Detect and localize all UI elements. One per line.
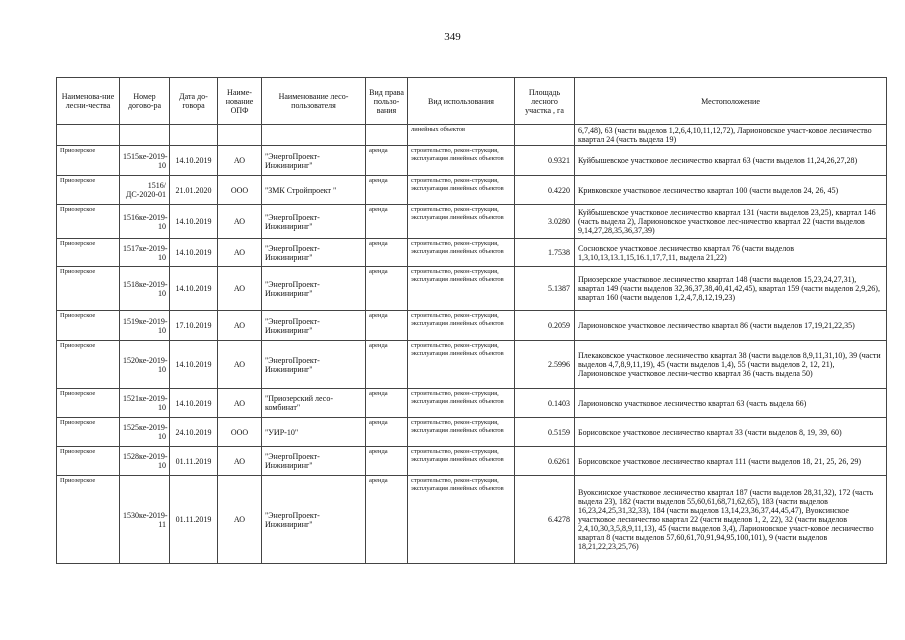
table-row <box>57 341 887 389</box>
header-use: Вид использования <box>408 78 515 125</box>
cell-opf: АО <box>218 205 262 239</box>
cell-opf: АО <box>218 267 262 311</box>
cell-location: Кривковское участковое лесничество квартал 100 (части выделов 24, 26, 45) <box>575 176 887 205</box>
cell-contract-number: 1525ке-2019-10 <box>120 418 170 447</box>
header-contract-date: Дата до-говора <box>170 78 218 125</box>
cell-use: строительство, рекон-струкция, эксплуатация линейных объектов <box>408 311 515 341</box>
cell-contract-date: 14.10.2019 <box>170 205 218 239</box>
cell-area: 5.1387 <box>515 267 575 311</box>
cell-location: Сосновское участковое лесничество квартал 76 (части выделов 1,3,10,13,13.1,15,16.1,17,7,11, выдела 21,22) <box>575 239 887 267</box>
cell-right: аренда <box>366 267 408 311</box>
cell-right: аренда <box>366 476 408 564</box>
cell-opf: АО <box>218 239 262 267</box>
cell-forestry: Приозерское <box>57 476 120 564</box>
continuation-location: 6,7,48), 63 (части выделов 1,2,6,4,10,11,12,72), Ларионовское участ-ковое лесничество квартал 24 (часть выдела 19) <box>575 125 887 146</box>
cell-location: Борисовское участковое лесничество квартал 33 (части выделов 8, 19, 39, 60) <box>575 418 887 447</box>
cell-use: строительство, рекон-струкция, эксплуатация линейных объектов <box>408 239 515 267</box>
cell-contract-date: 14.10.2019 <box>170 389 218 418</box>
table-row <box>57 239 887 267</box>
cell-use: строительство, рекон-струкция, эксплуатация линейных объектов <box>408 146 515 176</box>
cell-location: Куйбышевское участковое лесничество квартал 131 (части выделов 23,25), квартал 146 (часть выдела 2), Ларионовское участковое лес-ничество квартал 22 (части выделов 9,14,27,28,35,36,37,39) <box>575 205 887 239</box>
table-row <box>57 418 887 447</box>
cell-contract-date: 14.10.2019 <box>170 239 218 267</box>
cell-forestry: Приозерское <box>57 267 120 311</box>
cell-forestry: Приозерское <box>57 239 120 267</box>
cell-contract-date: 14.10.2019 <box>170 341 218 389</box>
header-user: Наименование лесо-пользователя <box>262 78 366 125</box>
cell-contract-number: 1516/ДС-2020-01 <box>120 176 170 205</box>
cell-area: 2.5996 <box>515 341 575 389</box>
header-opf: Наиме-нование ОПФ <box>218 78 262 125</box>
header-location: Местоположение <box>575 78 887 125</box>
cell-user: "ЭнергоПроект-Инжиниринг" <box>262 239 366 267</box>
header-right: Вид права пользо-вания <box>366 78 408 125</box>
cell-opf: АО <box>218 476 262 564</box>
cell-use: строительство, рекон-струкция, эксплуатация линейных объектов <box>408 389 515 418</box>
cell-area: 0.9321 <box>515 146 575 176</box>
cell-location: Куйбышевское участковое лесничество квартал 63 (части выделов 11,24,26,27,28) <box>575 146 887 176</box>
cell-right: аренда <box>366 341 408 389</box>
cell-contract-number: 1517ке-2019-10 <box>120 239 170 267</box>
cell-location: Ларионовское участковое лесничество квартал 86 (части выделов 17,19,21,22,35) <box>575 311 887 341</box>
cell-user: "Приозерский лесо-комбинат" <box>262 389 366 418</box>
cell-right: аренда <box>366 146 408 176</box>
cell-contract-number: 1530ке-2019-11 <box>120 476 170 564</box>
cell-forestry: Приозерское <box>57 341 120 389</box>
cell-area: 3.0280 <box>515 205 575 239</box>
cell-use: строительство, рекон-струкция, эксплуатация линейных объектов <box>408 176 515 205</box>
cell-opf: АО <box>218 447 262 476</box>
cell-area: 0.2059 <box>515 311 575 341</box>
cell-right: аренда <box>366 418 408 447</box>
table-row <box>57 176 887 205</box>
cell-area: 6.4278 <box>515 476 575 564</box>
page-number: 349 <box>444 31 461 43</box>
cell-location: Плекаковское участковое лесничество квартал 38 (части выделов 8,9,11,31,10), 39 (части выделов 4,7,8,9,11,19), 45 (части выделов 1,4), 55 (части выделов 2, 12, 21), Ларионовское участковое лесни-чество квартал 36 (часть выдела 50) <box>575 341 887 389</box>
table-row <box>57 146 887 176</box>
cell-area: 0.6261 <box>515 447 575 476</box>
cell-contract-number: 1528ке-2019-10 <box>120 447 170 476</box>
cell-contract-date: 01.11.2019 <box>170 447 218 476</box>
cell-user: "ЭнергоПроект-Инжиниринг" <box>262 341 366 389</box>
table-row <box>57 476 887 564</box>
cell-right: аренда <box>366 447 408 476</box>
cell-right: аренда <box>366 239 408 267</box>
continuation-row <box>57 125 887 146</box>
cell-user: "ЭнергоПроект-Инжиниринг" <box>262 146 366 176</box>
cell-forestry: Приозерское <box>57 418 120 447</box>
cell-right: аренда <box>366 205 408 239</box>
cell-forestry: Приозерское <box>57 311 120 341</box>
cell-use: строительство, рекон-струкция, эксплуатация линейных объектов <box>408 267 515 311</box>
cell-area: 1.7538 <box>515 239 575 267</box>
cell-user: "ЭнергоПроект-Инжиниринг" <box>262 447 366 476</box>
cell-contract-number: 1520ке-2019-10 <box>120 341 170 389</box>
cell-user: "ЭнергоПроект-Инжиниринг" <box>262 205 366 239</box>
cell-opf: АО <box>218 311 262 341</box>
cell-opf: ООО <box>218 176 262 205</box>
cell-right: аренда <box>366 176 408 205</box>
cell-forestry: Приозерское <box>57 389 120 418</box>
cell-opf: ООО <box>218 418 262 447</box>
cell-use: строительство, рекон-струкция, эксплуатация линейных объектов <box>408 418 515 447</box>
cell-area: 0.4220 <box>515 176 575 205</box>
cell-contract-number: 1521ке-2019-10 <box>120 389 170 418</box>
table-row <box>57 311 887 341</box>
cell-use: строительство, рекон-струкция, эксплуатация линейных объектов <box>408 341 515 389</box>
cell-location: Приозерское участковое лесничество квартал 148 (части выделов 15,23,24,27,31), квартал 149 (части выделов 32,36,37,38,40,41,42,45), квартал 159 (части выделов 2,9,26), квартал 160 (части выделов 1,2,4,7,8,12,19,23) <box>575 267 887 311</box>
cell-contract-date: 14.10.2019 <box>170 146 218 176</box>
cell-contract-date: 14.10.2019 <box>170 267 218 311</box>
cell-forestry: Приозерское <box>57 205 120 239</box>
header-area: Площадь лесного участка , га <box>515 78 575 125</box>
cell-use: строительство, рекон-струкция, эксплуатация линейных объектов <box>408 476 515 564</box>
continuation-use: линейных объектов <box>408 125 515 146</box>
cell-use: строительство, рекон-струкция, эксплуатация линейных объектов <box>408 447 515 476</box>
table-header-row <box>57 78 887 125</box>
cell-area: 0.5159 <box>515 418 575 447</box>
cell-user: "ЭнергоПроект-Инжиниринг" <box>262 476 366 564</box>
cell-user: "УИР-10" <box>262 418 366 447</box>
cell-forestry: Приозерское <box>57 146 120 176</box>
cell-opf: АО <box>218 389 262 418</box>
header-forestry: Наименова-ние лесни-чества <box>57 78 120 125</box>
cell-contract-date: 21.01.2020 <box>170 176 218 205</box>
table-row <box>57 389 887 418</box>
header-contract-number: Номер догово-ра <box>120 78 170 125</box>
cell-contract-number: 1519ке-2019-10 <box>120 311 170 341</box>
cell-user: "ЗМК Стройпроект " <box>262 176 366 205</box>
cell-location: Ларионовско участковое лесничество квартал 63 (часть выдела 66) <box>575 389 887 418</box>
cell-opf: АО <box>218 146 262 176</box>
cell-contract-date: 17.10.2019 <box>170 311 218 341</box>
cell-right: аренда <box>366 389 408 418</box>
cell-contract-number: 1518ке-2019-10 <box>120 267 170 311</box>
cell-contract-number: 1516ке-2019-10 <box>120 205 170 239</box>
table-row <box>57 267 887 311</box>
cell-contract-number: 1515ке-2019-10 <box>120 146 170 176</box>
cell-user: "ЭнергоПроект-Инжиниринг" <box>262 311 366 341</box>
cell-area: 0.1403 <box>515 389 575 418</box>
cell-contract-date: 01.11.2019 <box>170 476 218 564</box>
forest-lease-table <box>56 77 887 564</box>
cell-user: "ЭнергоПроект-Инжиниринг" <box>262 267 366 311</box>
cell-location: Вуоксинское участковое лесничество квартал 187 (части выделов 28,31,32), 172 (часть выдела 23), 182 (части выделов 55,60,61,68,71,62,65), 183 (части выделов 16,23,24,25,31,32,33), 184 (части выделов 13,14,23,36,37,44,45,47), Вуоксинское участковое лесничество квартал 22 (части выделов 1, 2, 22), 32 (части выделов 2,4,10,30,3,5,8,9,11,13), 45 (части выделов 3,4), Ларионовское участ-ковое лесничество квартал 8 (части выделов 57,60,61,70,91,94,95,100,101), 9 (части выделов 18,21,22,23,25,76) <box>575 476 887 564</box>
cell-contract-date: 24.10.2019 <box>170 418 218 447</box>
table-row <box>57 447 887 476</box>
cell-forestry: Приозерское <box>57 176 120 205</box>
cell-right: аренда <box>366 311 408 341</box>
cell-opf: АО <box>218 341 262 389</box>
cell-forestry: Приозерское <box>57 447 120 476</box>
table-row <box>57 205 887 239</box>
cell-location: Борисовское участковое лесничество квартал 111 (части выделов 18, 21, 25, 26, 29) <box>575 447 887 476</box>
cell-use: строительство, рекон-струкция, эксплуатация линейных объектов <box>408 205 515 239</box>
